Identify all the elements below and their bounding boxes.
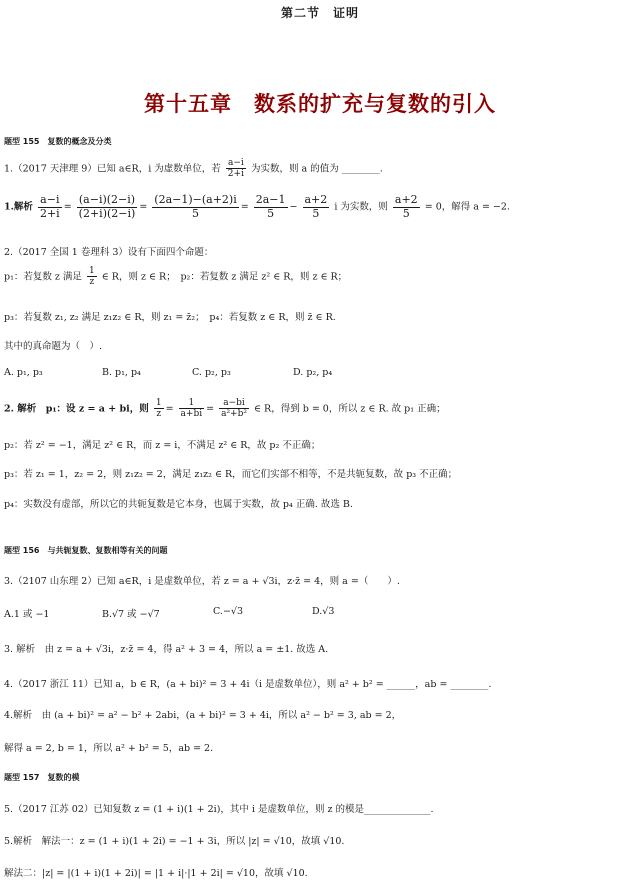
- fraction-denominator: 5: [192, 206, 200, 220]
- question-2-p3-p4: p₃：若复数 z₁, z₂ 满足 z₁z₂ ∈ R，则 z₁ = z̄₂； p₄：若复数 z ∈ R，则 z̄ ∈ R.: [4, 312, 336, 323]
- answer-1-fraction-5: [303, 194, 330, 220]
- fraction-numerator: 1: [88, 266, 95, 276]
- answer-2-fraction-1: [154, 398, 164, 420]
- fraction-numerator: (a−i)(2−i): [77, 194, 138, 208]
- fraction-denominator: 5: [402, 206, 410, 220]
- answer-2-fraction-2: [179, 398, 205, 420]
- fraction-numerator: 2a−1: [255, 193, 286, 206]
- fraction-denominator: z: [89, 277, 95, 288]
- proposition-1-fraction: [87, 266, 97, 288]
- fraction-numerator: a+2: [304, 193, 328, 206]
- question-4: 4.（2017 浙江 11）已知 a，b ∈ R，(a + bi)² = 3 + 4i（i 是虚数单位），则 a² + b² = ______，ab = ________.: [4, 679, 492, 690]
- fraction-denominator: z: [156, 409, 162, 420]
- chapter-title: 第十五章 数系的扩充与复数的引入: [144, 91, 496, 116]
- fraction-numerator: (2a−1)−(a+2)i: [154, 193, 237, 206]
- answer-1-fraction-3: [152, 194, 238, 220]
- question-2-p1-p2: [4, 266, 347, 288]
- section-header: 第二节 证明: [280, 6, 359, 20]
- answer-1-mid: i 为实数，则: [334, 201, 388, 213]
- question-1: [4, 158, 383, 180]
- answer-5-line-1: 5.解析 解法一：z = (1 + i)(1 + 2i) = −1 + 3i，所以 |z| = √10，故填 √10.: [4, 836, 345, 847]
- answer-1-fraction-2: [77, 194, 138, 220]
- fraction-numerator: 1: [179, 398, 205, 409]
- fraction-denominator: a²+b²: [221, 409, 247, 420]
- question-3-option-d: D.√3: [312, 606, 335, 617]
- answer-2-fraction-3: [219, 398, 249, 420]
- question-1-suffix: 为实数，则 a 的值为 ________.: [250, 163, 383, 175]
- fraction-denominator: 5: [267, 206, 275, 220]
- question-1-fraction: [226, 158, 246, 180]
- answer-2-line-3: p₃：若 z₁ = 1，z₂ = 2，则 z₁z₂ = 2，满足 z₁z₂ ∈ R，而它们实部不相等，不是共轭复数，故 p₃ 不正确；: [4, 469, 458, 480]
- answer-4-line-1: 4.解析 由 (a + bi)² = a² − b² + 2abi，(a + bi)² = 3 + 4i，所以 a² − b² = 3, ab = 2，: [4, 710, 402, 721]
- answer-2-line-1: 2. 解析 p₁：设 z = a + bi，则 $\frac{1}{z}$ = $\frac{1}{a+bi}$ = $\frac{a-bi}{\text{a²+b²}}$ ∈ R，得到 b = 0，所以 z ∈ R. 故 p₁ 正确；: [4, 398, 446, 420]
- answer-1-fraction-6: [393, 194, 420, 220]
- answer-2-line-2: p₂：若 z² = −1，满足 z² ∈ R，而 z = i，不满足 z² ∈ R，故 p₂ 不正确；: [4, 440, 321, 451]
- question-3-option-a: A.1 或 −1: [4, 609, 50, 620]
- topic-156-heading: 题型 156 与共轭复数、复数相等有关的问题: [4, 546, 168, 555]
- answer-1-tail: = 0，解得 a = −2.: [424, 201, 510, 213]
- answer-2-line-4: p₄：实数没有虚部，所以它的共轭复数是它本身，也属于实数，故 p₄ 正确. 故选 B.: [4, 499, 353, 510]
- answer-2-label: 2. 解析 p₁：设 z = a + bi，则: [4, 403, 149, 415]
- fraction-denominator: 2+i: [39, 206, 60, 220]
- question-1-prefix: 1.（2017 天津理 9）已知 a∈R，i 为虚数单位，若: [4, 163, 221, 175]
- answer-4-line-2: 解得 a = 2, b = 1，所以 a² + b² = 5，ab = 2.: [4, 743, 214, 754]
- fraction-denominator: 5: [312, 206, 320, 220]
- topic-157-heading: 题型 157 复数的模: [4, 773, 80, 782]
- question-3-stem: 3.（2107 山东理 2）已知 a∈R，i 是虚数单位，若 z = a + √3i，z·z̄ = 4，则 a =（ ）.: [4, 576, 400, 587]
- fraction-denominator: 2+i: [227, 169, 244, 180]
- fraction-numerator: a−i: [38, 194, 62, 208]
- fraction-numerator: a−bi: [219, 398, 249, 409]
- topic-155-heading: 题型 155 复数的概念及分类: [4, 137, 112, 146]
- proposition-1-text: p₁：若复数 z 满足: [4, 271, 82, 283]
- answer-1-fraction-4: [254, 194, 288, 220]
- answer-1-fraction-1: [38, 194, 62, 220]
- answer-5-line-2: 解法二：|z| = |(1 + i)(1 + 2i)| = |1 + i|·|1 + 2i| = √10，故填 √10.: [4, 868, 308, 879]
- question-2-stem: 2.（2017 全国 1 卷理科 3）设有下面四个命题：: [4, 247, 214, 258]
- answer-3: 3. 解析 由 z = a + √3i，z·z̄ = 4，得 a² + 3 = 4，所以 a = ±1. 故选 A.: [4, 644, 329, 655]
- question-3-option-b: B.√7 或 −√7: [102, 609, 160, 620]
- question-2-option-c: C. p₂, p₃: [192, 367, 231, 378]
- question-3-option-c: C.−√3: [213, 606, 244, 617]
- fraction-denominator: (2+i)(2−i): [78, 206, 136, 220]
- fraction-numerator: 1: [155, 398, 162, 408]
- fraction-numerator: a−i: [226, 158, 246, 169]
- question-2-ask: 其中的真命题为（ ）.: [4, 341, 103, 352]
- answer-2-line-1-tail: ∈ R，得到 b = 0，所以 z ∈ R. 故 p₁ 正确；: [254, 403, 446, 415]
- question-2-option-a: A. p₁, p₃: [4, 367, 43, 378]
- question-5: 5.（2017 江苏 02）已知复数 z = (1 + i)(1 + 2i)，其中 i 是虚数单位，则 z 的模是______________.: [4, 804, 434, 815]
- proposition-2-text: ∈ R，则 z ∈ R； p₂：若复数 z 满足 z² ∈ R，则 z ∈ R；: [101, 271, 348, 283]
- fraction-denominator: a+bi: [180, 409, 203, 420]
- answer-1-label: 1.解析: [4, 201, 33, 213]
- fraction-numerator: a+2: [394, 193, 418, 206]
- question-2-option-b: B. p₁, p₄: [102, 367, 141, 378]
- question-2-option-d: D. p₂, p₄: [293, 367, 333, 378]
- answer-1: 1.解析 $\frac{a-i}{2+i}$ = $\frac{(a-i)(2-i)}{(2+i)(2-i)}$ = $\frac{(2a-1)-(a+2)i}{5}$ = $\frac{2a-1}{5}$ − $\frac{a+2}{5}$ i 为实数，则 $\frac{a+2}{5}$ = 0，解得 a = −2.: [4, 193, 510, 220]
